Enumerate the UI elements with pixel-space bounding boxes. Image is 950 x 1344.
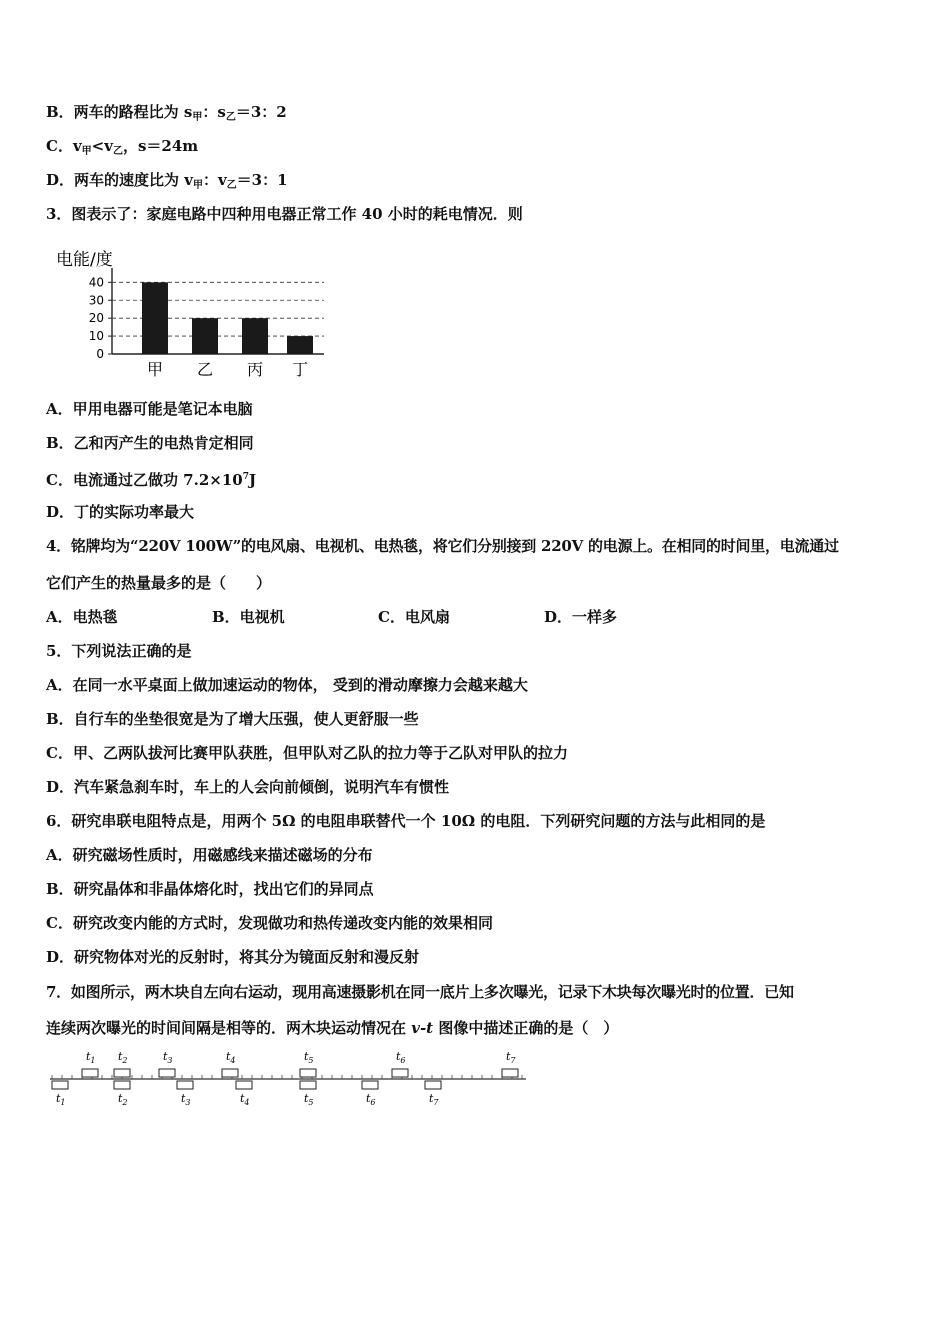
- q3-option-d: D．丁的实际功率最大: [46, 503, 195, 521]
- chart-ytick-label: 30: [88, 293, 104, 308]
- timeline-block: [300, 1081, 316, 1089]
- chart-ytick-label: 20: [88, 311, 104, 326]
- timeline-block: [159, 1069, 175, 1077]
- timeline-block: [236, 1081, 252, 1089]
- timeline-block: [177, 1081, 193, 1089]
- chart-xtick-label: 丙: [246, 360, 264, 379]
- timeline-label: $t_6$: [366, 1092, 376, 1107]
- timeline-label: $t_6$: [396, 1050, 406, 1065]
- timeline-label: $t_1$: [56, 1092, 66, 1107]
- timeline-block: [502, 1069, 518, 1077]
- timeline-block: [114, 1081, 130, 1089]
- chart-bar: [142, 282, 168, 354]
- q3-option-c: C．电流通过乙做功 $7.2\times 10^7J$: [46, 471, 257, 489]
- timeline-label: $t_5$: [304, 1050, 314, 1065]
- q2-option-b: B．两车的路程比为 $s_甲$：$s_乙=3$：2: [46, 103, 287, 123]
- q4-options: [46, 607, 617, 627]
- timeline-block: [425, 1081, 441, 1089]
- q6-option-a: A．研究磁场性质时，用磁感线来描述磁场的分布: [46, 846, 373, 864]
- q3-option-b: B．乙和丙产生的电热肯定相同: [46, 434, 254, 452]
- timeline-label: $t_4$: [240, 1092, 250, 1107]
- q5-option-b: B．自行车的坐垫很宽是为了增大压强，使人更舒服一些: [46, 710, 419, 728]
- chart-ytick-label: 10: [88, 329, 104, 344]
- q4-option-c: C．电风扇: [378, 608, 450, 626]
- timeline-block: [222, 1069, 238, 1077]
- chart-bar: [192, 318, 218, 354]
- timeline-label: $t_3$: [181, 1092, 191, 1107]
- timeline-label: $t_7$: [429, 1092, 439, 1107]
- q6-option-d: D．研究物体对光的反射时，将其分为镜面反射和漫反射: [46, 948, 420, 966]
- timeline-label: $t_4$: [226, 1050, 236, 1065]
- q3-option-a: A．甲用电器可能是笔记本电脑: [46, 400, 253, 418]
- q2-option-d: D．两车的速度比为 $v_甲$：$v_乙=3$：1: [46, 171, 288, 191]
- timeline-label: $t_5$: [304, 1092, 314, 1107]
- timeline-block: [114, 1069, 130, 1077]
- energy-bar-chart: [52, 244, 342, 384]
- q5-option-d: D．汽车紧急刹车时，车上的人会向前倾倒，说明汽车有惯性: [46, 778, 450, 796]
- q5-option-c: C．甲、乙两队拔河比赛甲队获胜，但甲队对乙队的拉力等于乙队对甲队的拉力: [46, 744, 568, 762]
- chart-xtick-label: 甲: [146, 360, 164, 379]
- chart-bar: [242, 318, 268, 354]
- chart-xtick-label: 丁: [291, 360, 309, 379]
- timeline-label: $t_2$: [118, 1092, 128, 1107]
- chart-ylabel: 电能/度: [56, 250, 113, 270]
- chart-ytick-label: 0: [96, 347, 104, 361]
- timeline-label: $t_3$: [163, 1050, 173, 1065]
- q5-stem: 5．下列说法正确的是: [46, 642, 192, 660]
- timeline-label: $t_7$: [506, 1050, 516, 1065]
- chart-ytick-label: 40: [88, 275, 104, 290]
- q4-stem-line2: 它们产生的热量最多的是（ ）: [46, 574, 272, 592]
- q6-option-b: B．研究晶体和非晶体熔化时，找出它们的异同点: [46, 880, 374, 898]
- timeline-label: $t_1$: [86, 1050, 96, 1065]
- timeline-block: [300, 1069, 316, 1077]
- timeline-block: [392, 1069, 408, 1077]
- q7-stem-line1: 7．如图所示，两木块自左向右运动，现用高速摄影机在同一底片上多次曝光，记录下木块每次曝光时的位置．已知: [46, 983, 794, 1001]
- q7-stem-line2: 连续两次曝光的时间间隔是相等的．两木块运动情况在 v-t 图像中描述正确的是（ ）: [46, 1019, 619, 1037]
- exposure-timeline-figure: [46, 1048, 536, 1118]
- q4-stem-line1: 4．铭牌均为“220V 100W”的电风扇、电视机、电热毯，将它们分别接到 220V 的电源上。在相同的时间里，电流通过: [46, 537, 839, 555]
- timeline-label: $t_2$: [118, 1050, 128, 1065]
- timeline-block: [362, 1081, 378, 1089]
- chart-bar: [287, 336, 313, 354]
- q6-option-c: C．研究改变内能的方式时，发现做功和热传递改变内能的效果相同: [46, 914, 493, 932]
- q4-option-d: D．一样多: [544, 608, 618, 626]
- q4-option-a: A．电热毯: [46, 608, 118, 626]
- q3-stem: 3．图表示了：家庭电路中四种用电器正常工作 40 小时的耗电情况．则: [46, 205, 523, 223]
- q6-stem: 6．研究串联电阻特点是，用两个 5Ω 的电阻串联替代一个 10Ω 的电阻．下列研究问题的方法与此相同的是: [46, 812, 766, 830]
- chart-xtick-label: 乙: [196, 360, 214, 379]
- q2-option-c: C．$v_甲<v_乙$，s＝24m: [46, 137, 199, 157]
- timeline-block: [52, 1081, 68, 1089]
- timeline-block: [82, 1069, 98, 1077]
- q4-option-b: B．电视机: [212, 608, 285, 626]
- q5-option-a: A．在同一水平桌面上做加速运动的物体， 受到的滑动摩擦力会越来越大: [46, 676, 528, 694]
